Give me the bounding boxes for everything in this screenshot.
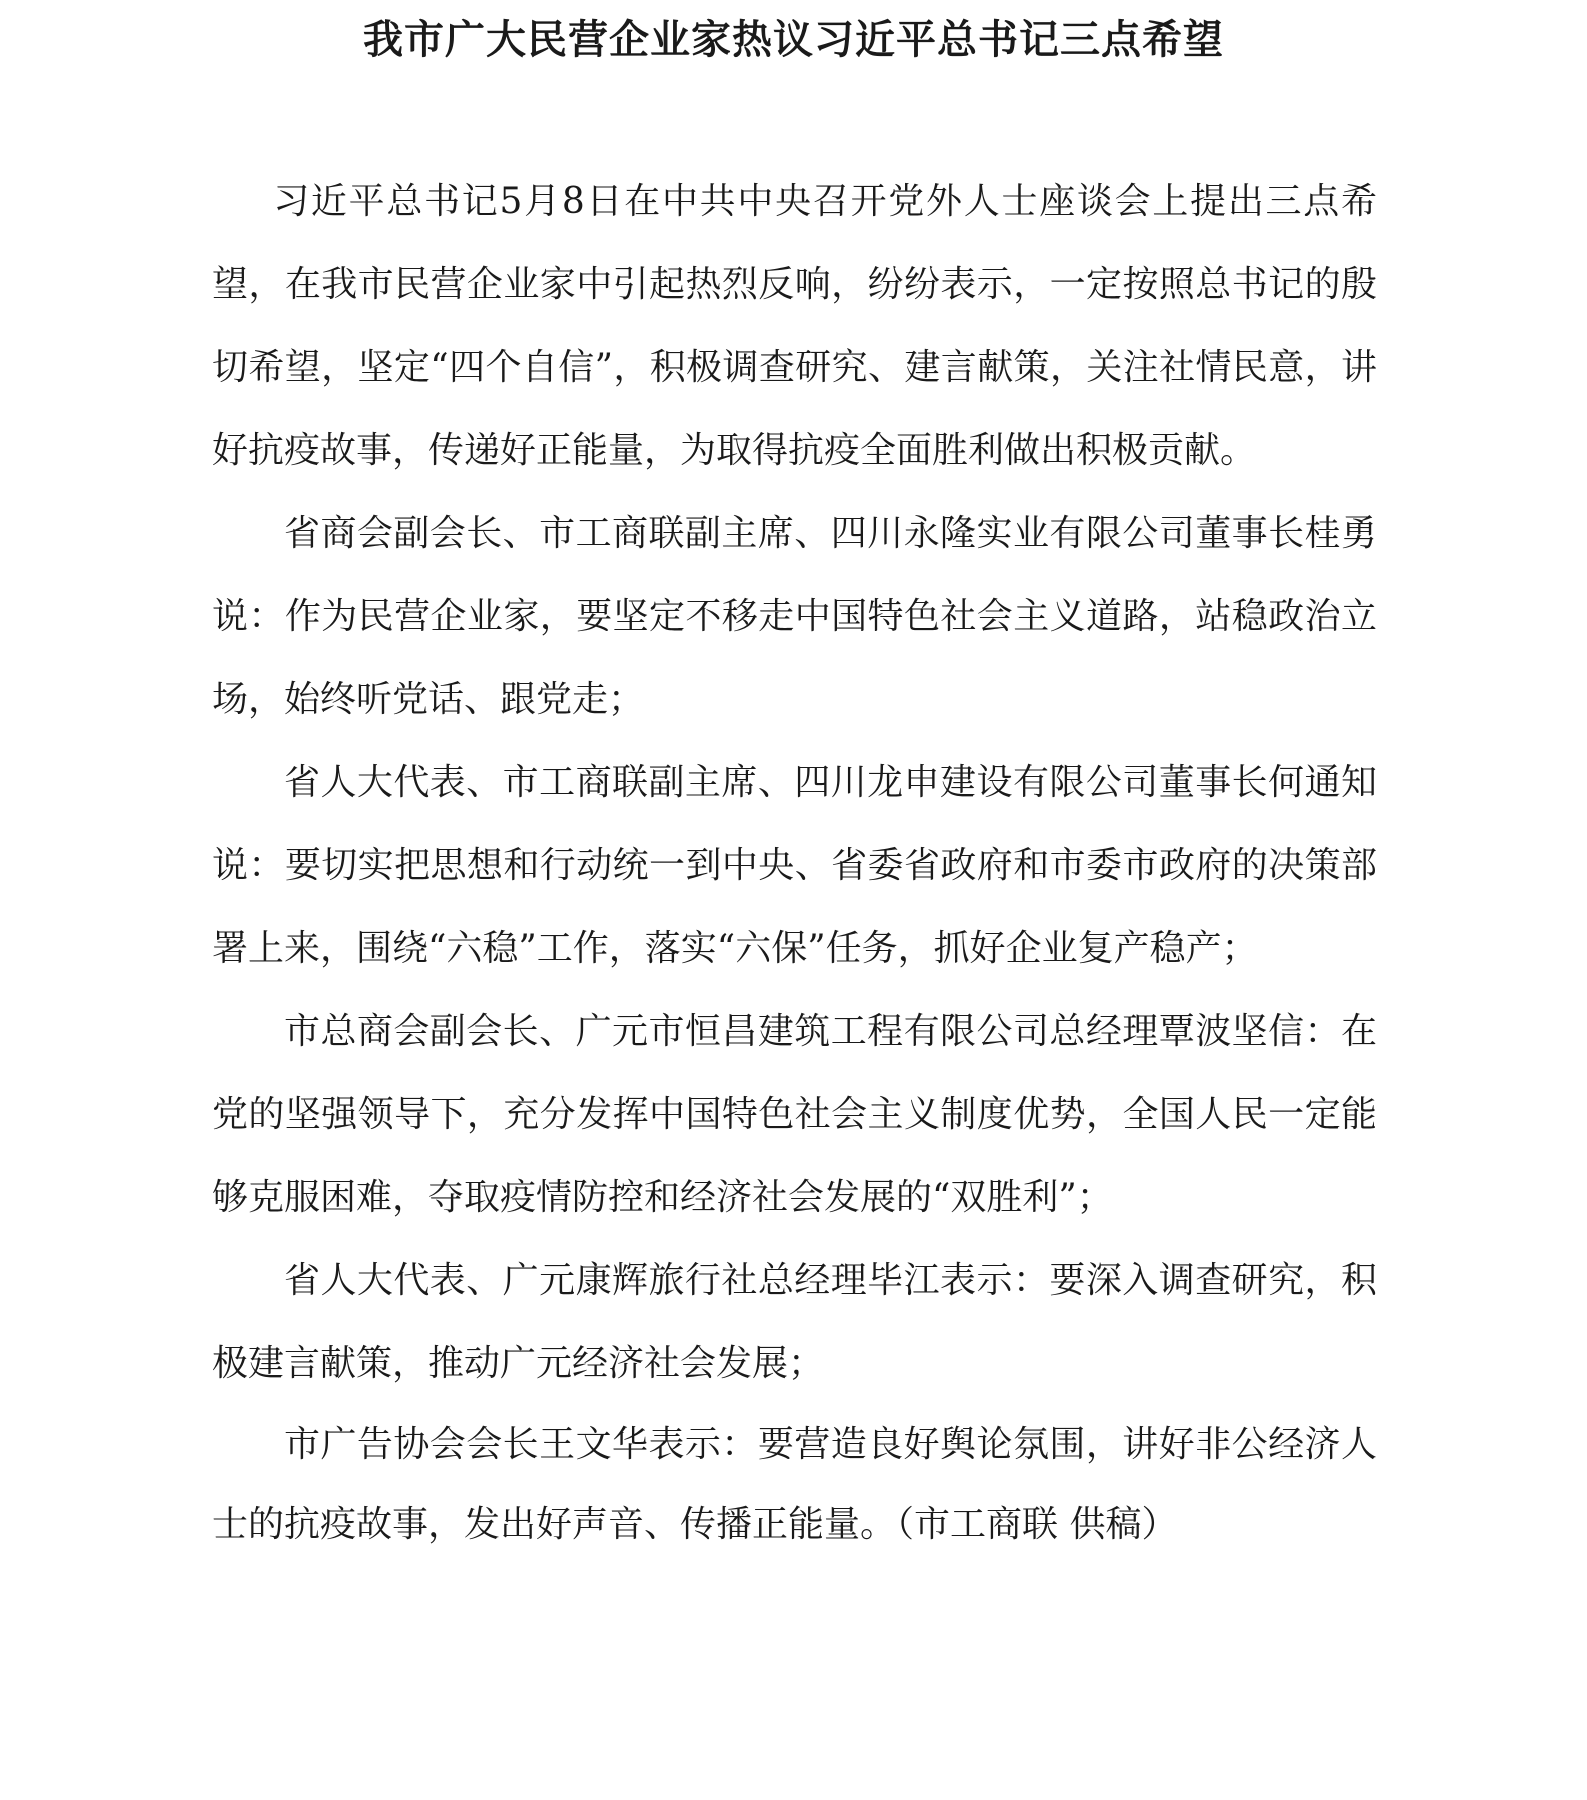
document-body [212, 160, 1377, 1565]
paragraph-gui-yong: 省商会副会长、市工商联副主席、四川永隆实业有限公司董事长桂勇说：作为民营企业家，要坚定不移走中国特色社会主义道路，站稳政治立场，始终听党话、跟党走； [212, 513, 1377, 720]
paragraph-qin-bo: 市总商会副会长、广元市恒昌建筑工程有限公司总经理覃波坚信：在党的坚强领导下，充分发挥中国特色社会主义制度优势，全国人民一定能够克服困难，夺取疫情防控和经济社会发展的“双胜利”； [212, 1011, 1377, 1218]
document-title: 我市广大民营企业家热议习近平总书记三点希望 [363, 16, 1224, 63]
paragraph-wang-wenhua: 市广告协会会长王文华表示：要营造良好舆论氛围，讲好非公经济人士的抗疫故事，发出好声音、传播正能量。（市工商联 供稿） [212, 1424, 1377, 1545]
paragraph-intro: 习近平总书记5月8日在中共中央召开党外人士座谈会上提出三点希望，在我市民营企业家中引起热烈反响，纷纷表示，一定按照总书记的殷切希望，坚定“四个自信”，积极调查研究、建言献策，关注社情民意，讲好抗疫故事，传递好正能量，为取得抗疫全面胜利做出积极贡献。 [212, 181, 1377, 471]
paragraph-bi-jiang: 省人大代表、广元康辉旅行社总经理毕江表示：要深入调查研究，积极建言献策，推动广元经济社会发展； [212, 1260, 1377, 1384]
paragraph-he-tongzhi: 省人大代表、市工商联副主席、四川龙申建设有限公司董事长何通知说：要切实把思想和行动统一到中央、省委省政府和市委市政府的决策部署上来，围绕“六稳”工作，落实“六保”任务，抓好企业复产稳产； [212, 762, 1377, 969]
